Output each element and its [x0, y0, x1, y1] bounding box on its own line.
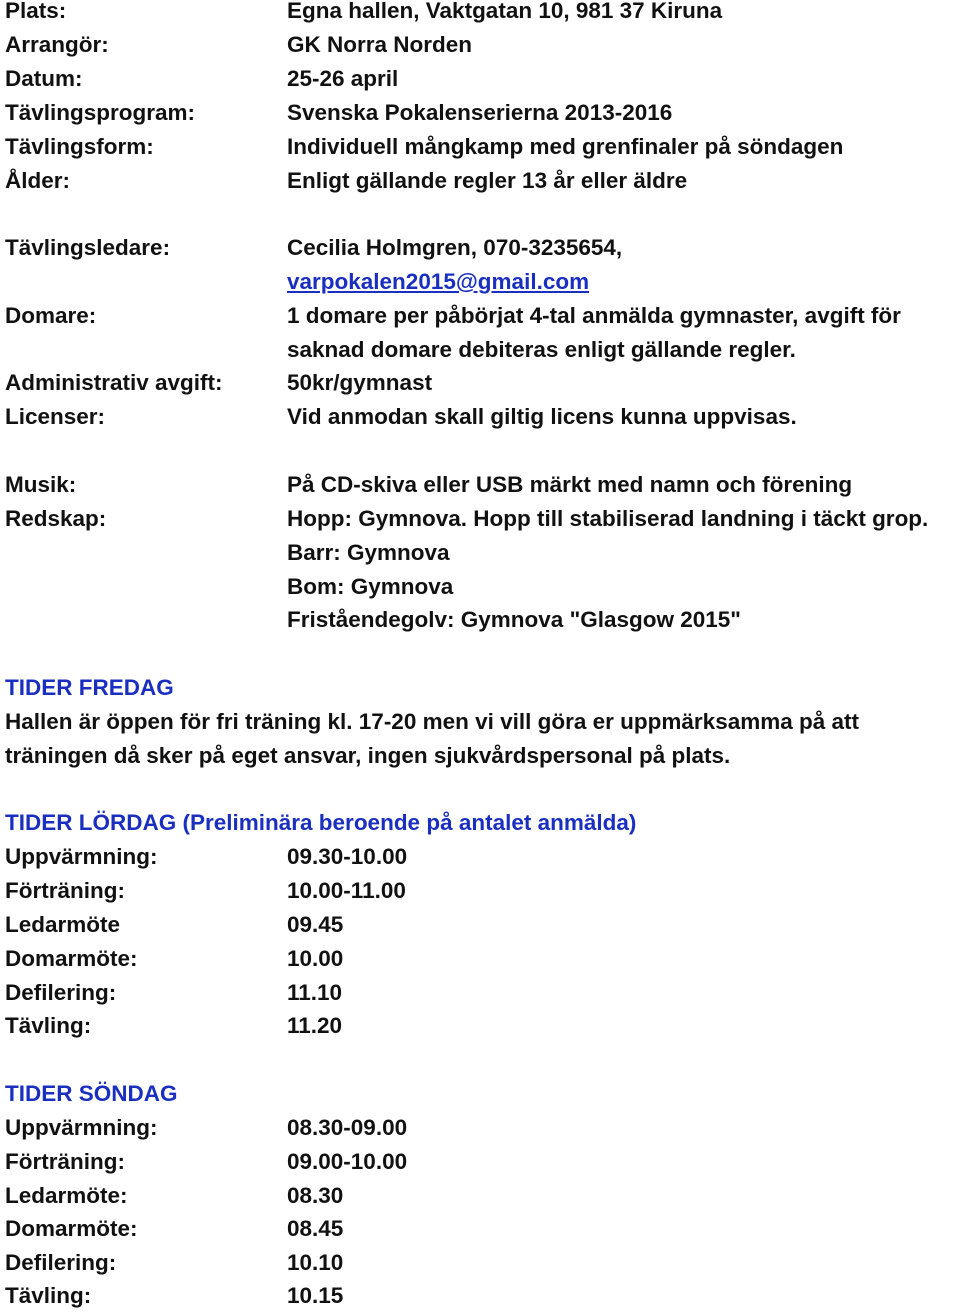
alder-label: Ålder:	[5, 168, 71, 193]
schedule-time: 11.20	[287, 1013, 343, 1038]
arrangor-label: Arrangör:	[5, 32, 109, 57]
form-label: Tävlingsform:	[5, 134, 154, 159]
lordag-row	[0, 908, 960, 942]
sondag-heading-row	[0, 1077, 960, 1111]
lordag-row	[0, 840, 960, 874]
sondag-row	[0, 1279, 960, 1313]
fredag-text-1: Hallen är öppen för fri träning kl. 17-20 men vi vill göra er uppmärksamma på att	[5, 709, 860, 734]
sondag-row	[0, 1145, 960, 1179]
redskap-row-4	[0, 603, 960, 637]
schedule-time: 11.10	[287, 980, 343, 1005]
schedule-time: 08.45	[287, 1216, 344, 1241]
program-row	[0, 96, 960, 130]
licenser-row	[0, 400, 960, 434]
ledare-row	[0, 231, 960, 265]
sondag-heading: TIDER SÖNDAG	[5, 1081, 178, 1106]
schedule-time: 09.00-10.00	[287, 1149, 408, 1174]
schedule-label: Defilering:	[5, 1250, 117, 1275]
lordag-heading-row	[0, 806, 960, 840]
schedule-time: 08.30	[287, 1183, 344, 1208]
redskap-line: Bom: Gymnova	[287, 574, 454, 599]
schedule-time: 10.10	[287, 1250, 344, 1275]
redskap-line: Hopp: Gymnova. Hopp till stabiliserad landning i täckt grop.	[287, 506, 929, 531]
musik-value: På CD-skiva eller USB märkt med namn och förening	[287, 472, 853, 497]
domare-row-2	[0, 333, 960, 367]
ledare-value: Cecilia Holmgren, 070-3235654,	[287, 235, 623, 260]
sondag-row	[0, 1179, 960, 1213]
redskap-label: Redskap:	[5, 506, 107, 531]
plats-value: Egna hallen, Vaktgatan 10, 981 37 Kiruna	[287, 0, 723, 23]
arrangor-value: GK Norra Norden	[287, 32, 473, 57]
lordag-heading: TIDER LÖRDAG (Preliminära beroende på antalet anmälda)	[5, 810, 637, 835]
schedule-time: 10.15	[287, 1283, 344, 1308]
schedule-label: Defilering:	[5, 980, 117, 1005]
schedule-label: Tävling:	[5, 1283, 92, 1308]
lordag-row	[0, 976, 960, 1010]
schedule-time: 10.00-11.00	[287, 878, 406, 903]
schedule-label: Tävling:	[5, 1013, 92, 1038]
fredag-text-2: träningen då sker på eget ansvar, ingen sjukvårdspersonal på plats.	[5, 743, 731, 768]
schedule-time: 08.30-09.00	[287, 1115, 408, 1140]
domare-value-2: saknad domare debiteras enligt gällande regler.	[287, 337, 796, 362]
redskap-row-3	[0, 570, 960, 604]
fredag-heading-row	[0, 671, 960, 705]
datum-row	[0, 62, 960, 96]
schedule-label: Ledarmöte	[5, 912, 121, 937]
schedule-time: 09.45	[287, 912, 344, 937]
ledare-email-row	[0, 265, 960, 299]
musik-row	[0, 468, 960, 502]
schedule-label: Ledarmöte:	[5, 1183, 128, 1208]
sondag-row	[0, 1246, 960, 1280]
lordag-row	[0, 942, 960, 976]
arrangor-row	[0, 28, 960, 62]
sondag-row	[0, 1212, 960, 1246]
plats-label: Plats:	[5, 0, 67, 23]
redskap-row-2	[0, 536, 960, 570]
plats-row	[0, 0, 960, 28]
schedule-label: Uppvärmning:	[5, 1115, 158, 1140]
licenser-value: Vid anmodan skall giltig licens kunna uppvisas.	[287, 404, 797, 429]
form-value: Individuell mångkamp med grenfinaler på söndagen	[287, 134, 844, 159]
redskap-row	[0, 502, 960, 536]
redskap-line: Friståendegolv: Gymnova "Glasgow 2015"	[287, 607, 741, 632]
program-value: Svenska Pokalenserierna 2013-2016	[287, 100, 673, 125]
domare-row	[0, 299, 960, 333]
form-row	[0, 130, 960, 164]
musik-label: Musik:	[5, 472, 77, 497]
lordag-row	[0, 1009, 960, 1043]
avgift-row	[0, 366, 960, 400]
schedule-label: Domarmöte:	[5, 1216, 138, 1241]
licenser-label: Licenser:	[5, 404, 106, 429]
schedule-label: Uppvärmning:	[5, 844, 158, 869]
sondag-row	[0, 1111, 960, 1145]
program-label: Tävlingsprogram:	[5, 100, 196, 125]
datum-label: Datum:	[5, 66, 83, 91]
schedule-label: Domarmöte:	[5, 946, 138, 971]
alder-value: Enligt gällande regler 13 år eller äldre	[287, 168, 688, 193]
schedule-time: 09.30-10.00	[287, 844, 408, 869]
domare-label: Domare:	[5, 303, 97, 328]
ledare-label: Tävlingsledare:	[5, 235, 171, 260]
ledare-email-link[interactable]: varpokalen2015@gmail.com	[287, 269, 590, 294]
schedule-time: 10.00	[287, 946, 344, 971]
datum-value: 25-26 april	[287, 66, 399, 91]
alder-row	[0, 164, 960, 198]
fredag-text-row	[0, 705, 960, 739]
redskap-line: Barr: Gymnova	[287, 540, 450, 565]
schedule-label: Förträning:	[5, 1149, 125, 1174]
fredag-text-row-2	[0, 739, 960, 773]
schedule-label: Förträning:	[5, 878, 125, 903]
fredag-heading: TIDER FREDAG	[5, 675, 174, 700]
avgift-value: 50kr/gymnast	[287, 370, 433, 395]
avgift-label: Administrativ avgift:	[5, 370, 223, 395]
lordag-row	[0, 874, 960, 908]
domare-value-1: 1 domare per påbörjat 4-tal anmälda gymnaster, avgift för	[287, 303, 901, 328]
